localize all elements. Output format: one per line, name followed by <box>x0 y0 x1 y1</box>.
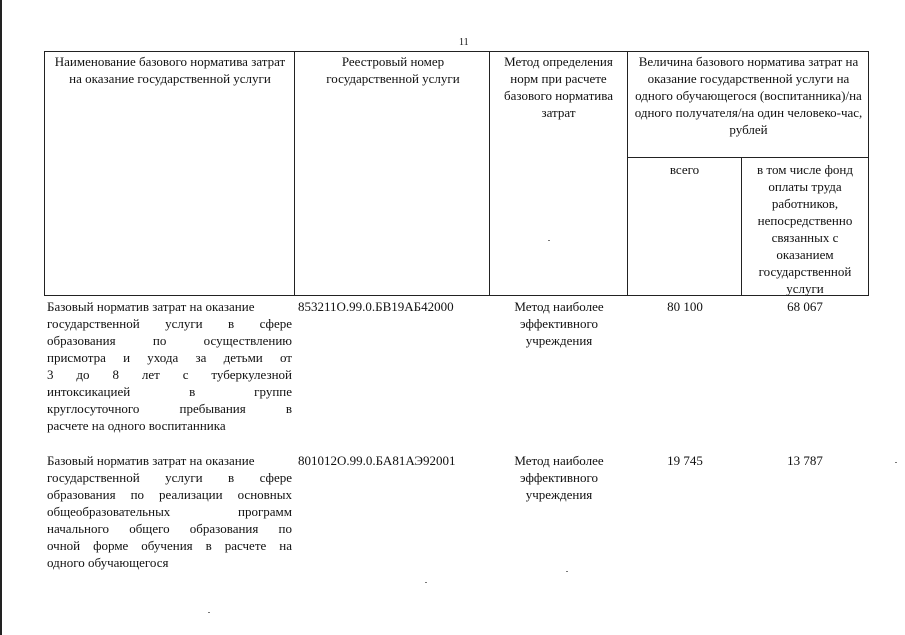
row-wage-fund: 13 787 <box>787 453 823 468</box>
row-total: 80 100 <box>667 299 703 314</box>
header-value-total: всего <box>669 162 700 177</box>
row-method: Метод наиболее эффективного учреждения <box>514 453 604 502</box>
scan-speck <box>548 240 550 241</box>
page-number: 11 <box>459 37 469 48</box>
scan-speck <box>425 582 427 583</box>
scan-speck <box>566 571 568 572</box>
row-method: Метод наиболее эффективного учреждения <box>514 299 604 348</box>
row-wage-fund: 68 067 <box>787 299 823 314</box>
row-name: Базовый норматив затрат на оказание государственной услуги в сфере образования по осуществлению присмотра и ухода за детьми от 3 до 8 лет с туберкулезной интоксикацией в группе круглосуточного пребывания в расчете на одного воспитанника <box>47 299 292 433</box>
header-name: Наименование базового норматива затрат на оказание государственной услуги <box>54 54 286 86</box>
header-value-wage-fund: в том числе фонд оплаты труда работников, непосредственно связанных с оказанием государственной услуги <box>757 162 853 296</box>
header-method: Метод определения норм при расчете базового норматива затрат <box>504 54 613 120</box>
row-name: Базовый норматив затрат на оказание государственной услуги в сфере образования по реализации основных общеобразовательных программ начального общего образования по очной форме обучения в расчете на одного обучающегося <box>47 453 292 570</box>
row-total: 19 745 <box>667 453 703 468</box>
row-registry-number: 853211О.99.0.БВ19АБ42000 <box>298 299 454 314</box>
header-value: Величина базового норматива затрат на оказание государственной услуги на одного обучающегося (воспитанника)/на одного получателя/на один человеко-час, рублей <box>634 54 863 137</box>
row-registry-number: 801012О.99.0.БА81АЭ92001 <box>298 453 456 468</box>
header-registry: Реестровый номер государственной услуги <box>326 54 460 86</box>
scan-speck <box>208 612 210 613</box>
scan-speck <box>895 462 897 463</box>
header-table <box>44 51 869 296</box>
page-left-border <box>0 0 2 635</box>
